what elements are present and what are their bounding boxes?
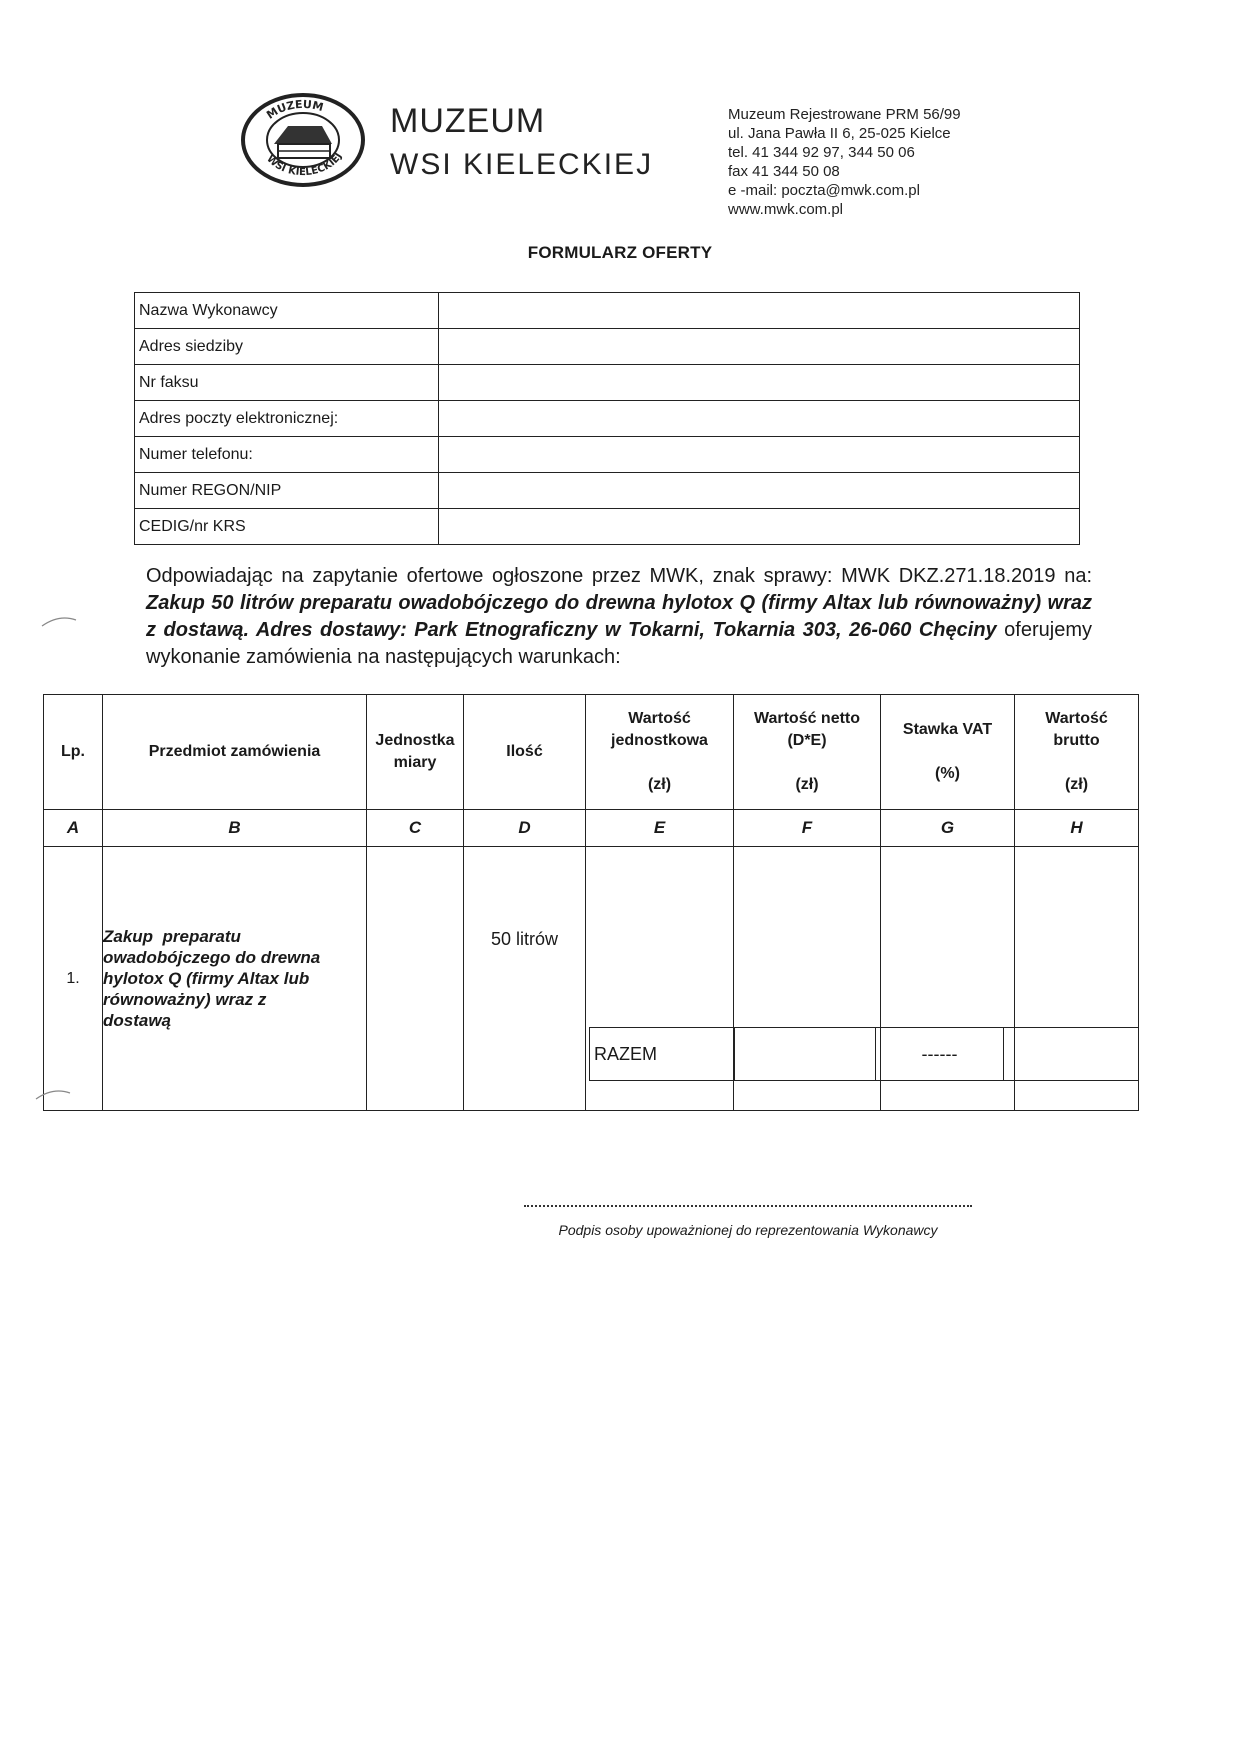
col-header-lp: Lp. — [44, 695, 103, 810]
svg-text:WSI KIELECKIEJ — [264, 151, 344, 178]
intro-text: Odpowiadając na zapytanie ofertowe ogłoszone przez MWK, znak sprawy: MWK DKZ.271.18.2019 na: — [146, 565, 1092, 587]
table-row — [135, 293, 1080, 329]
brand-name-line1: MUZEUM — [390, 102, 546, 140]
col-header-net — [734, 695, 881, 810]
quantity-cell: 50 litrów — [464, 847, 586, 1111]
form-title: FORMULARZ OFERTY — [527, 243, 713, 262]
unit-cell[interactable] — [367, 847, 464, 1111]
field-label: CEDIG/nr KRS — [135, 509, 439, 545]
col-header-unit — [367, 695, 464, 810]
col-header-unit-value — [586, 695, 734, 810]
address-field[interactable] — [439, 329, 1080, 365]
contact-line-website: www.mwk.com.pl — [728, 201, 844, 218]
item-description-line: równoważny) wraz z — [103, 990, 267, 1009]
contact-line-phone: tel. 41 344 92 97, 344 50 06 — [728, 144, 915, 161]
col-header-vat — [881, 695, 1015, 810]
item-description — [103, 847, 367, 1111]
brand-name-line2: WSI KIELECKIEJ — [390, 148, 654, 181]
col-header-gross-l2: brutto — [1053, 732, 1100, 749]
table-header-row — [44, 695, 1139, 810]
total-label: RAZEM — [590, 1028, 735, 1081]
field-label: Nazwa Wykonawcy — [135, 293, 439, 329]
col-header-unit-value-l3: (zł) — [647, 776, 672, 793]
contractor-name-field[interactable] — [439, 293, 1080, 329]
column-letter: C — [367, 810, 464, 847]
fax-field[interactable] — [439, 365, 1080, 401]
total-net-cell[interactable] — [735, 1028, 876, 1081]
signature-caption: Podpis osoby upoważnionej do reprezentowania Wykonawcy — [558, 1222, 938, 1238]
field-label: Numer REGON/NIP — [135, 473, 439, 509]
column-letter-row — [44, 810, 1139, 847]
total-gross-cell[interactable] — [1004, 1028, 1139, 1081]
contact-line-email: e -mail: poczta@mwk.com.pl — [728, 182, 920, 199]
item-description-line: owadobójczego do drewna — [103, 948, 321, 967]
punch-mark-icon — [34, 1087, 72, 1101]
table-row — [135, 437, 1080, 473]
field-label: Adres poczty elektronicznej: — [135, 401, 439, 437]
totals-row — [590, 1028, 1139, 1081]
krs-field[interactable] — [439, 509, 1080, 545]
col-header-net-l2: (D*E) — [787, 732, 827, 749]
column-letter: E — [586, 810, 734, 847]
column-letter: B — [103, 810, 367, 847]
col-header-subject: Przedmiot zamówienia — [103, 695, 367, 810]
contractor-details-table — [134, 292, 1080, 545]
col-header-vat-l1: Stawka VAT — [902, 721, 993, 738]
museum-logo — [240, 92, 366, 188]
field-label: Nr faksu — [135, 365, 439, 401]
col-header-net-l1: Wartość netto — [753, 710, 861, 727]
col-header-gross-l1: Wartość — [1045, 710, 1108, 727]
col-header-unit-l1: Jednostka — [375, 732, 455, 749]
signature-line[interactable] — [524, 1205, 972, 1207]
col-header-unit-l2: miary — [393, 754, 437, 771]
email-field[interactable] — [439, 401, 1080, 437]
column-letter: A — [44, 810, 103, 847]
column-letter: G — [881, 810, 1015, 847]
intro-text-end: oferujemy wykonanie zamówienia na następujących warunkach: — [146, 619, 1092, 668]
punch-mark-icon — [40, 614, 78, 628]
row-number: 1. — [44, 847, 103, 1111]
totals-table — [589, 1027, 1139, 1081]
intro-paragraph — [146, 563, 1092, 671]
field-label: Numer telefonu: — [135, 437, 439, 473]
column-letter: H — [1015, 810, 1139, 847]
logo-text-top: MUZEUM — [264, 97, 325, 122]
col-header-qty: Ilość — [464, 695, 586, 810]
col-header-vat-l2: (%) — [935, 765, 960, 782]
contact-line-address: ul. Jana Pawła II 6, 25-025 Kielce — [728, 125, 951, 142]
item-description-line: Zakup preparatu — [103, 927, 241, 946]
table-row — [135, 509, 1080, 545]
table-row — [135, 365, 1080, 401]
col-header-unit-value-l1: Wartość — [628, 710, 691, 727]
item-description-line: hylotox Q (firmy Altax lub — [103, 969, 310, 988]
item-description-line: dostawą — [103, 1011, 172, 1030]
field-label: Adres siedziby — [135, 329, 439, 365]
table-row — [135, 401, 1080, 437]
col-header-unit-value-l2: jednostkowa — [611, 732, 708, 749]
column-letter: D — [464, 810, 586, 847]
table-row — [135, 329, 1080, 365]
col-header-net-l3: (zł) — [795, 776, 819, 793]
col-header-gross-l3: (zł) — [1064, 776, 1089, 793]
contact-block — [728, 105, 961, 219]
phone-field[interactable] — [439, 437, 1080, 473]
regon-nip-field[interactable] — [439, 473, 1080, 509]
column-letter: F — [734, 810, 881, 847]
table-row — [135, 473, 1080, 509]
contact-line-fax: fax 41 344 50 08 — [728, 163, 840, 180]
total-vat-cell: ------ — [876, 1028, 1004, 1081]
col-header-gross — [1015, 695, 1139, 810]
contact-line-registry: Muzeum Rejestrowane PRM 56/99 — [728, 106, 961, 123]
logo-text-bottom: WSI KIELECKIEJ — [264, 151, 345, 179]
order-subject-text: Zakup 50 litrów preparatu owadobójczego do drewna hylotox Q (firmy Altax lub równoważny) wraz z dostawą. Adres dostawy: Park Etnograficzny w Tokarni, Tokarnia 303, 26-060 Chęciny — [146, 592, 1092, 641]
